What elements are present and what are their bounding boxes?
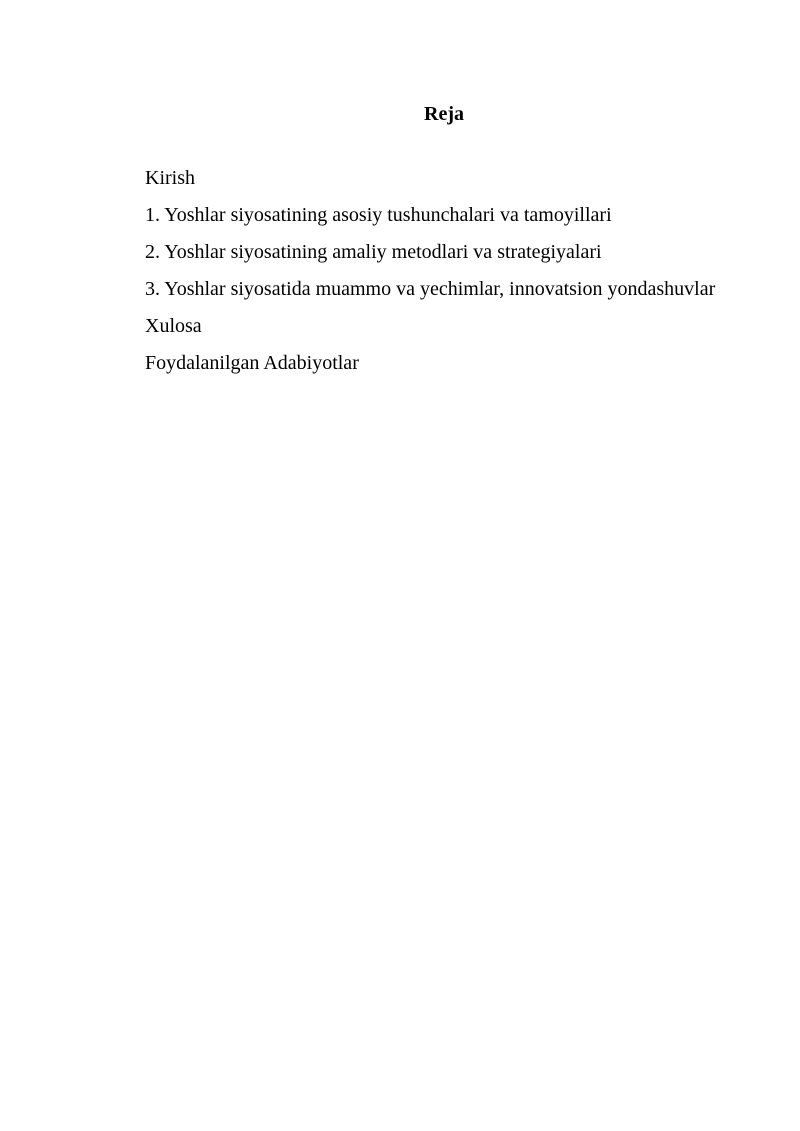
page-title: Reja — [424, 103, 464, 125]
toc-item-conclusion: Xulosa — [145, 315, 202, 337]
table-of-contents — [113, 160, 742, 382]
toc-item-section-1: 1. Yoshlar siyosatining asosiy tushunchalari va tamoyillari — [145, 204, 612, 226]
toc-item-references: Foydalanilgan Adabiyotlar — [145, 352, 359, 374]
toc-item-introduction: Kirish — [145, 167, 195, 189]
toc-item-section-2: 2. Yoshlar siyosatining amaliy metodlari va strategiyalari — [145, 241, 602, 263]
toc-item-section-3: 3. Yoshlar siyosatida muammo va yechimlar, innovatsion yondashuvlar — [145, 278, 716, 300]
